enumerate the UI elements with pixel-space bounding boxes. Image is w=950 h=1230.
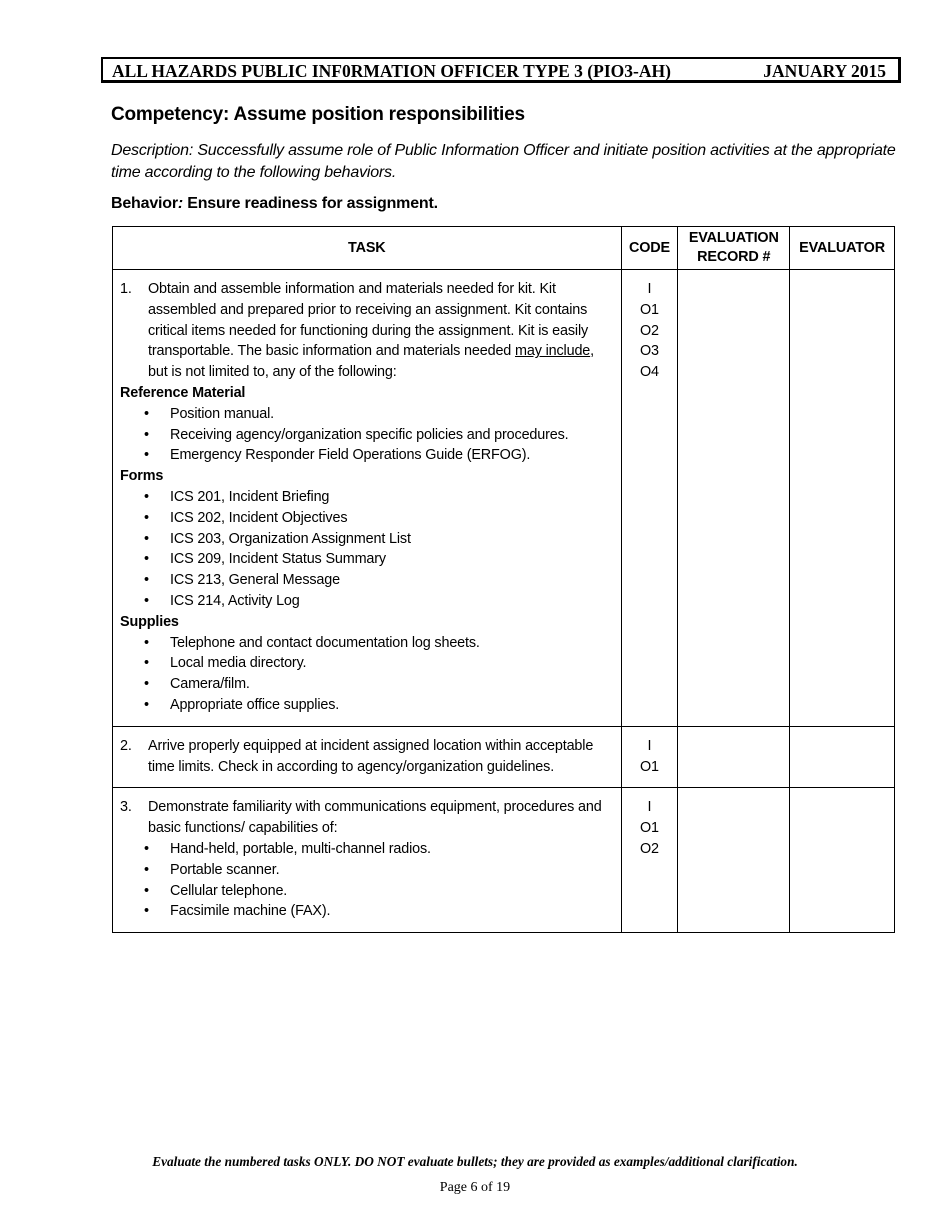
task-text: [148, 279, 615, 383]
code-value: O2: [640, 840, 659, 857]
document-header: [101, 57, 901, 83]
evaluator-cell: [790, 788, 895, 933]
task-cell: [113, 788, 622, 933]
header-evaluation-line2: RECORD #: [697, 249, 771, 265]
page-number: Page 6 of 19: [439, 1180, 511, 1195]
bullet-icon: •: [144, 405, 149, 422]
list-item: [120, 487, 615, 508]
bullet-text: Appropriate office supplies.: [170, 696, 340, 713]
bullet-icon: •: [144, 426, 149, 443]
competency-description: Description: Successfully assume role of Public Information Officer and initiate position activities at the appropriate time according to the following behaviors.: [111, 142, 896, 181]
task-cell: [113, 726, 622, 788]
bullet-text: Cellular telephone.: [170, 882, 288, 899]
list-item: [120, 860, 615, 881]
bullet-text: Facsimile machine (FAX).: [170, 903, 331, 920]
bullet-icon: •: [144, 696, 149, 713]
code-value: I: [647, 799, 652, 816]
list-item: [120, 570, 615, 591]
task-cell: [113, 270, 622, 727]
list-item: [120, 674, 615, 695]
list-item: [120, 508, 615, 529]
bullet-text: ICS 202, Incident Objectives: [170, 509, 348, 526]
bullet-text: Local media directory.: [170, 655, 307, 672]
header-code: CODE: [621, 227, 678, 270]
table-row: [113, 788, 895, 933]
code-value: I: [647, 737, 652, 754]
bullet-text: ICS 213, General Message: [170, 572, 340, 589]
bullet-text: ICS 201, Incident Briefing: [170, 488, 330, 505]
header-title: ALL HAZARDS PUBLIC INF0RMATION OFFICER TYPE 3 (PIO3-AH): [112, 61, 671, 81]
code-cell: [621, 270, 678, 727]
list-item: [120, 404, 615, 425]
code-value: O1: [640, 301, 659, 318]
code-value: O2: [640, 322, 659, 339]
code-cell: [621, 788, 678, 933]
bullet-icon: •: [144, 634, 149, 651]
list-item: [120, 901, 615, 922]
task-number: 2.: [120, 737, 132, 754]
code-value: O1: [640, 820, 659, 837]
evaluator-cell: [790, 270, 895, 727]
behavior-heading: [111, 195, 438, 213]
header-evaluator: EVALUATOR: [790, 227, 895, 270]
list-item: [120, 549, 615, 570]
list-item: [120, 445, 615, 466]
bullet-icon: •: [144, 551, 149, 568]
code-value: O1: [640, 758, 659, 775]
table-row: [113, 270, 895, 727]
bullet-text: Portable scanner.: [170, 861, 280, 878]
behavior-label: Behavior: [111, 195, 178, 212]
header-evaluation-line1: EVALUATION: [688, 230, 779, 246]
bullet-text: ICS 203, Organization Assignment List: [170, 530, 411, 547]
bullet-text: Telephone and contact documentation log sheets.: [170, 634, 480, 651]
list-item: [120, 591, 615, 612]
bullet-text: Position manual.: [170, 405, 274, 422]
table-header-row: [113, 227, 895, 270]
list-item: [120, 653, 615, 674]
list-item: [120, 881, 615, 902]
list-item: [120, 839, 615, 860]
bullet-text: Emergency Responder Field Operations Guide (ERFOG).: [170, 447, 531, 464]
bullet-icon: •: [144, 509, 149, 526]
section-heading: Supplies: [120, 613, 179, 630]
header-task: TASK: [113, 227, 622, 270]
section-heading: Reference Material: [120, 384, 246, 401]
code-value: O4: [640, 364, 659, 381]
bullet-icon: •: [144, 840, 149, 857]
bullet-text: Camera/film.: [170, 676, 250, 693]
bullet-icon: •: [144, 655, 149, 672]
code-value: O3: [640, 343, 659, 360]
section-heading: Forms: [120, 468, 164, 485]
task-number: 3.: [120, 799, 132, 816]
evaluation-record-cell: [678, 270, 790, 727]
behavior-colon: :: [177, 195, 184, 212]
competency-heading: Competency: Assume position responsibilities: [111, 104, 525, 125]
evaluation-record-cell: [678, 788, 790, 933]
header-date: JANUARY 2015: [763, 61, 886, 81]
bullet-text: ICS 209, Incident Status Summary: [170, 551, 386, 568]
bullet-icon: •: [144, 861, 149, 878]
task-number: 1.: [120, 281, 132, 297]
bullet-icon: •: [144, 882, 149, 899]
code-cell: [621, 726, 678, 788]
bullet-text: Hand-held, portable, multi-channel radios.: [170, 840, 431, 857]
list-item: [120, 425, 615, 446]
behavior-text: Ensure readiness for assignment.: [183, 195, 438, 212]
task-text: Demonstrate familiarity with communications equipment, procedures and basic functions/ capabilities of:: [148, 799, 602, 837]
bullet-icon: •: [144, 592, 149, 609]
task-table: [112, 226, 895, 933]
table-row: [113, 726, 895, 788]
task-text-part: , but is not limited to, any of the following:: [148, 343, 595, 381]
bullet-icon: •: [144, 676, 149, 693]
header-evaluation-record: [678, 227, 790, 270]
task-text-part: Obtain and assemble information and materials needed for kit. Kit assembled and prepared prior to receiving an assignment. Kit contains critical items needed for functioning during the assignment. Kit is easily transportable. The basic information and materials needed: [148, 281, 589, 360]
bullet-icon: •: [144, 488, 149, 505]
code-value: I: [647, 281, 652, 297]
bullet-icon: •: [144, 530, 149, 547]
list-item: [120, 695, 615, 716]
bullet-text: Receiving agency/organization specific policies and procedures.: [170, 426, 569, 443]
evaluator-cell: [790, 726, 895, 788]
bullet-icon: •: [144, 447, 149, 464]
bullet-text: ICS 214, Activity Log: [170, 592, 300, 609]
evaluation-record-cell: [678, 726, 790, 788]
task-text-underlined: may include: [515, 343, 591, 360]
task-text: Arrive properly equipped at incident assigned location within acceptable time limits. Check in according to agency/organization guidelines.: [148, 737, 594, 775]
footer-instruction: Evaluate the numbered tasks ONLY. DO NOT evaluate bullets; they are provided as examples/additional clarification.: [152, 1154, 798, 1169]
list-item: [120, 529, 615, 550]
bullet-icon: •: [144, 572, 149, 589]
list-item: [120, 633, 615, 654]
bullet-icon: •: [144, 903, 149, 920]
